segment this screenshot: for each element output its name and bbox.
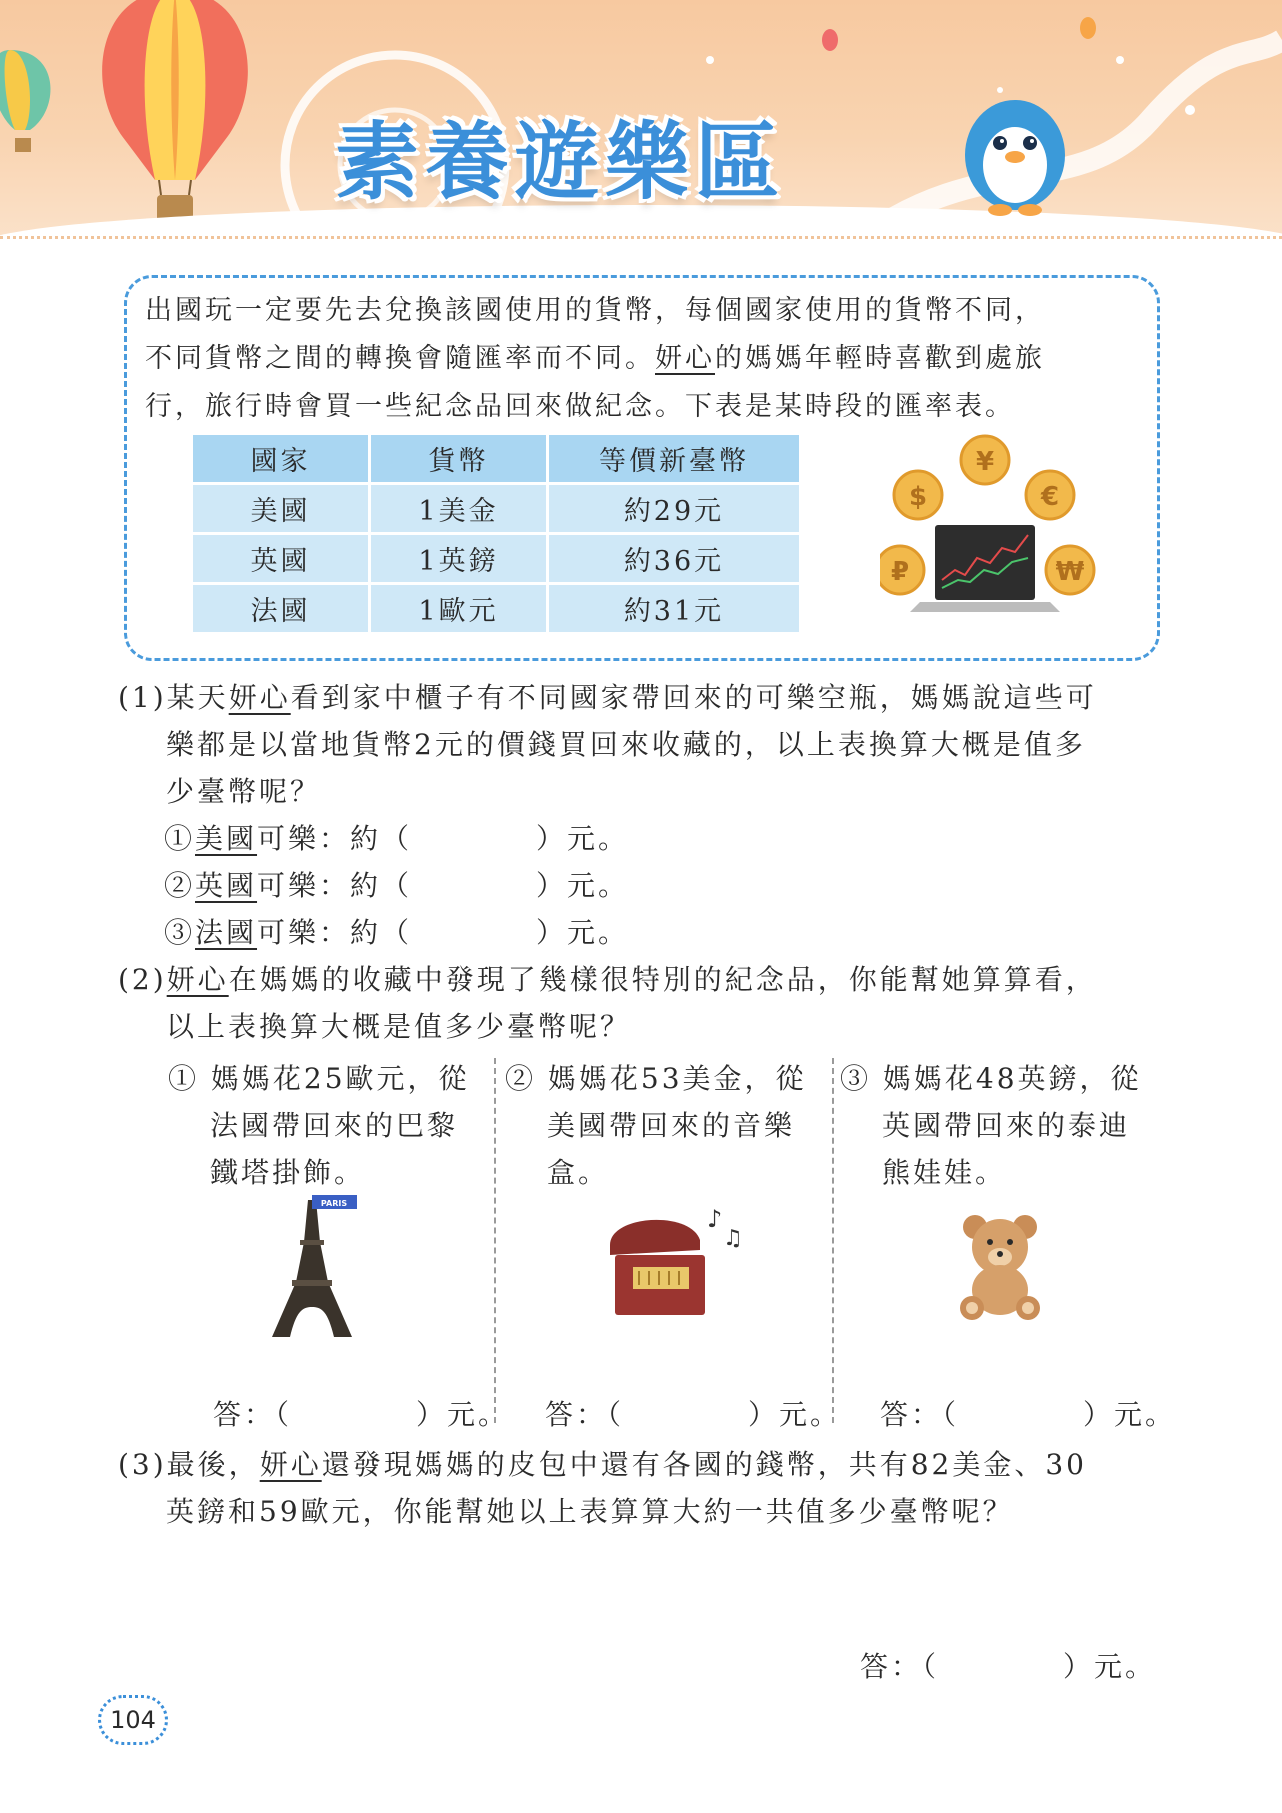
- banner-dotted-line: [0, 236, 1282, 239]
- question-1: [118, 674, 1178, 956]
- intro-line-1: 出國玩一定要先去兌換該國使用的貨幣，每個國家使用的貨幣不同，: [145, 295, 1045, 326]
- intro-text: [145, 287, 1145, 431]
- q2-item-1: ① 媽媽花25歐元，從 法國帶回來的巴黎 鐵塔掛飾。: [168, 1062, 470, 1189]
- q1-item-2: ②英國可樂：約（ ）元。: [164, 869, 630, 902]
- q2-item-3: ③ 媽媽花48英鎊，從 英國帶回來的泰迪 熊娃娃。: [840, 1062, 1142, 1189]
- teddy-bear-icon: [950, 1212, 1050, 1322]
- name-yanxin: 妍心: [655, 343, 715, 374]
- yen-symbol: ¥: [975, 447, 995, 477]
- column-divider: [832, 1058, 834, 1423]
- q2-answer-1: 答：（ ）元。: [213, 1398, 510, 1431]
- dollar-symbol: $: [908, 482, 928, 512]
- penguin-mascot-icon: [955, 85, 1075, 225]
- q1-line-1: (1)某天妍心看到家中櫃子有不同國家帶回來的可樂空瓶，媽媽說這些可: [118, 681, 1097, 714]
- hot-air-balloon-icon: [85, 0, 265, 240]
- table-row: [193, 585, 799, 632]
- cell-currency: 1美金: [371, 485, 546, 532]
- exchange-rate-table: [190, 432, 802, 635]
- music-note-icon: ♫: [723, 1226, 743, 1251]
- q2-line-2: 以上表換算大概是值多少臺幣呢？: [166, 1010, 632, 1043]
- header-twd: 等價新臺幣: [549, 435, 799, 482]
- music-box-icon: [605, 1205, 745, 1325]
- q2-line-1: (2)妍心在媽媽的收藏中發現了幾樣很特別的紀念品，你能幫她算算看，: [118, 963, 1097, 996]
- q1-item-3: ③法國可樂：約（ ）元。: [164, 916, 630, 949]
- eiffel-tower-icon: [262, 1192, 362, 1342]
- question-2: [118, 956, 1178, 1050]
- laptop-screen-icon: [935, 525, 1035, 600]
- won-symbol: ₩: [1055, 557, 1085, 587]
- music-note-icon: ♪: [707, 1205, 723, 1233]
- cell-twd: 約31元: [549, 585, 799, 632]
- q2-answer-3: 答：（ ）元。: [880, 1398, 1177, 1431]
- q1-line-3: 少臺幣呢？: [166, 775, 322, 808]
- cell-country: 美國: [193, 485, 368, 532]
- intro-line-2: 不同貨幣之間的轉換會隨匯率而不同。妍心的媽媽年輕時喜歡到處旅: [145, 343, 1045, 374]
- currency-laptop-illustration: [880, 430, 1110, 640]
- ruble-symbol: ₽: [890, 557, 910, 587]
- name-yanxin: 妍心: [228, 681, 291, 714]
- header-banner: [0, 0, 1282, 250]
- table-header-row: [193, 435, 799, 482]
- intro-line-3: 行，旅行時會買一些紀念品回來做紀念。下表是某時段的匯率表。: [145, 391, 1015, 422]
- cell-currency: 1英鎊: [371, 535, 546, 582]
- laptop-base-icon: [910, 602, 1060, 612]
- q2-answer-2: 答：（ ）元。: [545, 1398, 842, 1431]
- q3-answer: 答：（ ）元。: [860, 1650, 1157, 1683]
- paris-flag-label: PARIS: [320, 1199, 348, 1208]
- table-row: [193, 535, 799, 582]
- q3-line-2: 英鎊和59歐元，你能幫她以上表算算大約一共值多少臺幣呢？: [166, 1495, 1014, 1528]
- small-balloon-icon: [0, 50, 60, 160]
- question-3: [118, 1441, 1178, 1535]
- q3-line-1: (3)最後，妍心還發現媽媽的皮包中還有各國的錢幣，共有82美金、30: [118, 1448, 1087, 1481]
- header-currency: 貨幣: [371, 435, 546, 482]
- page-number: 104: [98, 1695, 168, 1745]
- cell-twd: 約36元: [549, 535, 799, 582]
- column-divider: [494, 1058, 496, 1423]
- euro-symbol: €: [1040, 482, 1060, 512]
- cell-country: 法國: [193, 585, 368, 632]
- name-yanxin: 妍心: [166, 963, 229, 996]
- q1-line-2: 樂都是以當地貨幣2元的價錢買回來收藏的，以上表換算大概是值多: [166, 728, 1086, 761]
- cell-twd: 約29元: [549, 485, 799, 532]
- header-country: 國家: [193, 435, 368, 482]
- cell-currency: 1歐元: [371, 585, 546, 632]
- q2-item-2: ② 媽媽花53美金，從 美國帶回來的音樂 盒。: [505, 1062, 807, 1189]
- q1-item-1: ①美國可樂：約（ ）元。: [164, 822, 630, 855]
- page-title: 素養遊樂區: [335, 113, 786, 211]
- name-yanxin: 妍心: [259, 1448, 322, 1481]
- cell-country: 英國: [193, 535, 368, 582]
- table-row: [193, 485, 799, 532]
